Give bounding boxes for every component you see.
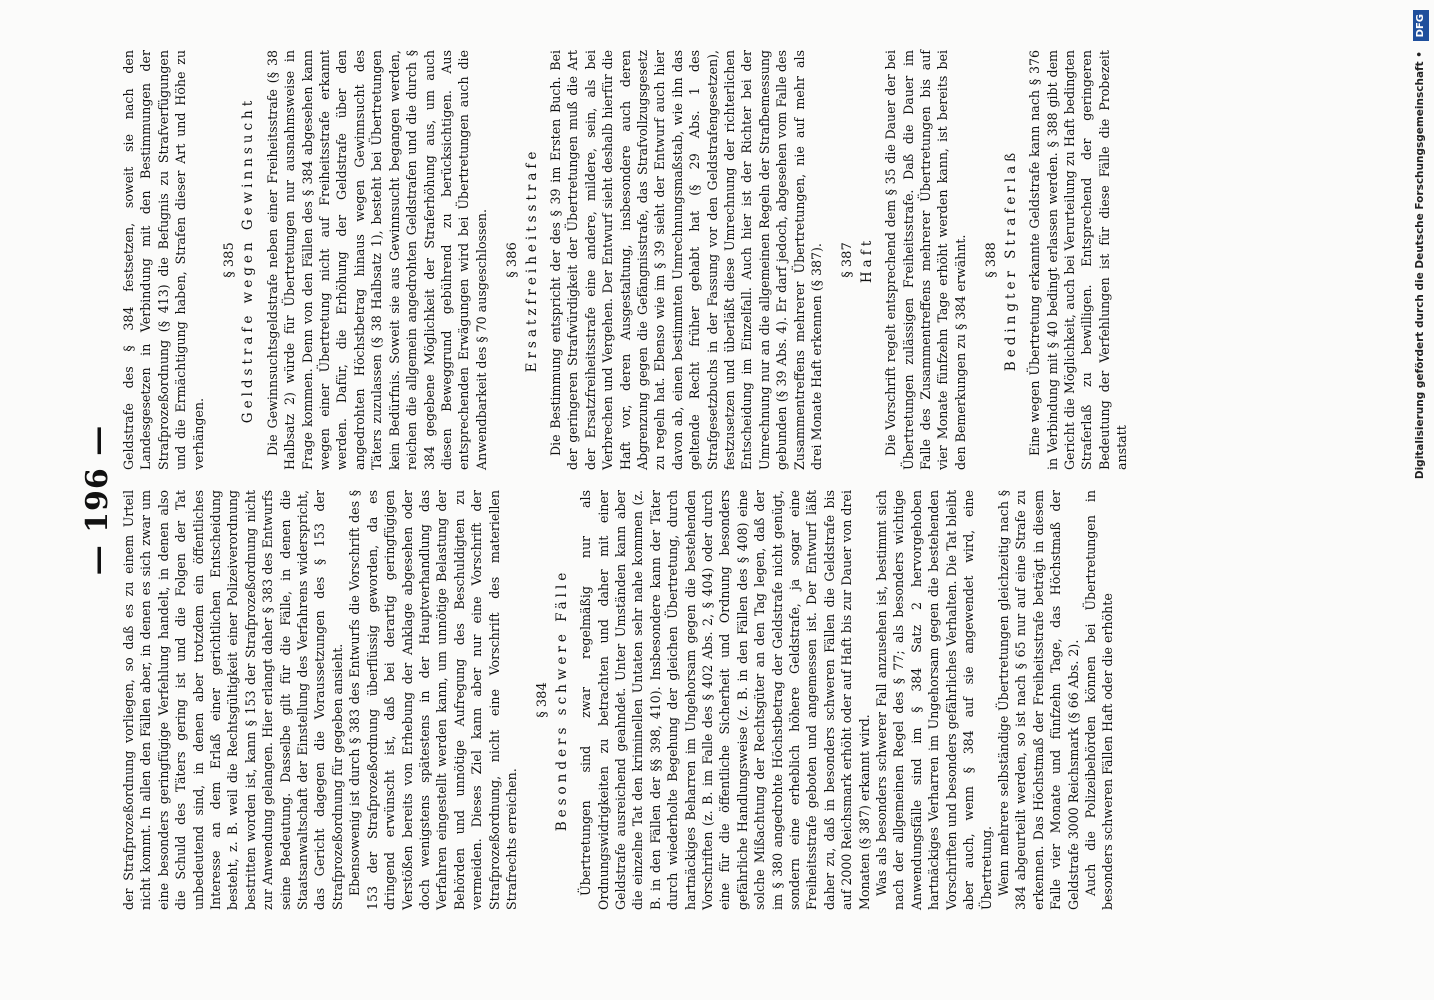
right-column bbox=[120, 50, 1131, 470]
paragraph: Ebensowenig ist durch § 383 des Entwurfs die Vorschrift des § 153 der Strafprozeßordnung überflüssig geworden, da es dringend erwünscht ist, daß bei derartig geringfügigen Verstößen bereits von Erhebung der Anklage abgesehen oder doch wenigstens spätestens in der Hauptverhandlung das Verfahren eingestellt werden kann, um unnötige Belastung der Behörden und unnötige Aufregung des Beschuldigten zu vermeiden. Dieses Ziel kann aber nur eine Vorschrift der Strafprozeßordnung, nicht eine Vorschrift des materiellen Strafrechts erreichen. bbox=[347, 490, 519, 910]
section-number: § 387 bbox=[840, 242, 856, 278]
paragraph: Was als besonders schwerer Fall anzusehen ist, bestimmt sich nach der allgemeinen Regel des § 77; als besonders wichtige Anwendungsfälle sind im § 384 Satz 2 hervorgehoben hartnäckiges Verharren im Ungehorsam gegen die bestehenden Vorschriften und besonders gefährliches Verhalten. Die Tat bleibt aber auch, wenn § 384 auf sie angewendet wird, eine Übertretung. bbox=[874, 490, 994, 910]
paragraph: Geldstrafe des § 384 festsetzen, soweit sie nach den Landesgesetzen in Verbindung mit den Bestimmungen der Strafprozeßordnung (§ 413) die Befugnis zu Strafverfügungen und die Ermächtigung haben, Strafen dieser Art und Höhe zu verhängen. bbox=[121, 50, 206, 470]
paragraph: der Strafprozeßordnung vorliegen, so daß es zu einem Urteil nicht kommt. In allen den Fällen aber, in denen es sich zwar um eine besonders geringfügige Verfehlung handelt, in denen also die Schuld des Täters gering ist und die Folgen der Tat unbedeutend sind, in denen aber trotzdem ein öffentliches Interesse an dem Erlaß einer gerichtlichen Entscheidung besteht, z. B. weil die Rechtsgültigkeit einer Polizeiverordnung bestritten worden ist, kann § 153 der Strafprozeßordnung nicht zur Anwendung gelangen. Hier erlangt daher § 383 des Entwurfs seine Bedeutung. Dasselbe gilt für die Fälle, in denen die Staatsanwaltschaft der Einstellung des Verfahrens widerspricht, das Gericht dagegen die Voraussetzungen des § 153 der Strafprozeßordnung für gegeben ansieht. bbox=[121, 490, 345, 910]
credit-separator: • bbox=[1414, 51, 1426, 58]
paragraph: Die Gewinnsuchtsgeldstrafe neben einer Freiheitsstrafe (§ 38 Halbsatz 2) würde für Übertretungen nur ausnahmsweise in Frage kommen. Denn von den Fällen des § 384 abgesehen kann wegen einer Übertretung nicht auf Freiheitsstrafe erkannt werden. Dafür, die Erhöhung der Geldstrafe über den angedrohten Höchstbetrag hinaus wegen Gewinnsucht des Täters zuzulassen (§ 38 Halbsatz 1), besteht bei Übertretungen kein Bedürfnis. Soweit sie aus Gewinnsucht begangen werden, reichen die allgemein angedrohten Geldstrafen und die durch § 384 gegebene Möglichkeit der Straferhöhung aus, um auch diesen Beweggrund gebührend zu berücksichtigen. Aus entsprechenden Erwägungen wird bei Übertretungen auch die Anwendbarkeit des § 70 ausgeschlossen. bbox=[264, 50, 489, 470]
section-title: Haft bbox=[858, 236, 875, 284]
paragraph: Die Vorschrift regelt entsprechend dem § 35 die Dauer der bei Übertretungen zulässigen Freiheitsstrafe. Daß die Dauer im Falle des Zusammentreffens mehrerer Übertretungen bis auf vier Monate fünfzehn Tage erhöht werden kann, ist bereits bei den Bemerkungen zu § 384 erwähnt. bbox=[883, 50, 968, 470]
paragraph: Eine wegen Übertretung erkannte Geldstrafe kann nach § 376 in Verbindung mit § 40 bedingt erlassen werden. § 388 gibt dem Gericht die Möglichkeit, auch bei Verurteilung zu Haft bedingten Straferlaß zu bewilligen. Entsprechend der geringeren Bedeutung der Verfehlungen ist für diese Fälle die Probezeit anstatt bbox=[1027, 50, 1130, 470]
credit-text: Digitalisierung gefördert durch die Deutsche Forschungsgemeinschaft bbox=[1414, 61, 1426, 480]
section-number: § 388 bbox=[984, 242, 1000, 278]
section-number: § 384 bbox=[535, 682, 551, 718]
digitization-credit bbox=[1410, 10, 1432, 990]
paragraph: Auch die Polizeibehörden können bei Übertretungen in besonders schweren Fällen Haft oder die erhöhte bbox=[1082, 490, 1116, 910]
paragraph: Übertretungen sind zwar regelmäßig nur als Ordnungswidrigkeiten zu betrachten und daher mit einer Geldstrafe ausreichend geahndet. Unter Umständen kann aber die einzelne Tat den kriminellen Untaten sehr nahe kommen (z. B. in den Fällen der §§ 398, 410). Insbesondere kann der Täter durch wiederholte Begehung der gleichen Übertretung, durch hartnäckiges Beharren im Ungehorsam gegen die bestehenden Vorschriften (z. B. im Falle des § 402 Abs. 2, § 404) oder durch eine für die öffentliche Sicherheit und Ordnung besonders gefährliche Handlungsweise (z. B. in den Fällen des § 408) eine solche Mißachtung der Rechtsgüter an den Tag legen, daß der im § 380 angedrohte Höchstbetrag der Geldstrafe nicht genügt, sondern eine erheblich höhere Geldstrafe, ja sogar eine Freiheitsstrafe geboten und angemessen ist. Der Entwurf läßt daher zu, daß in besonders schweren Fällen die Geldstrafe bis auf 2000 Reichsmark erhöht oder auf Haft bis zur Dauer von drei Monaten (§ 387) erkannt wird. bbox=[578, 490, 872, 910]
section-title: Ersatzfreiheitsstrafe bbox=[523, 147, 540, 373]
paragraph: Wenn mehrere selbständige Übertretungen gleichzeitig nach § 384 abgeurteilt werden, so ist nach § 65 nur auf eine Strafe zu erkennen. Das Höchstmaß der Freiheitsstrafe beträgt in diesem Falle vier Monate und fünfzehn Tage, das Höchstmaß der Geldstrafe 3000 Reichsmark (§ 66 Abs. 2). bbox=[995, 490, 1081, 910]
section-title: Bedingter Straferlaß bbox=[1002, 148, 1019, 372]
dfg-logo: DFG bbox=[1413, 10, 1429, 41]
page-number: — 196 — bbox=[80, 424, 115, 576]
left-column bbox=[120, 490, 1117, 910]
section-title: Besonders schwere Fälle bbox=[553, 568, 570, 832]
credit-line bbox=[1410, 10, 1430, 990]
paragraph: Die Bestimmung entspricht der des § 39 im Ersten Buch. Bei der geringeren Strafwürdigkeit der Übertretungen muß die Art der Ersatzfreiheitsstrafe eine andere, mildere, sein, als bei Verbrechen und Vergehen. Der Entwurf sieht deshalb hierfür die Haft vor, deren Ausgestaltung, insbesondere auch deren Abgrenzung gegen die Gefängnisstrafe, das Strafvollzugsgesetz zu regeln hat. Ebenso wie im § 39 sieht der Entwurf auch hier davon ab, einen bestimmten Umrechnungsmaßstab, wie ihn das geltende Recht früher gehabt hat (§ 29 Abs. 1 des Strafgesetzbuchs in der Fassung vor den Geldstrafengesetzen), festzusetzen und überläßt diese Umrechnung der richterlichen Entscheidung im Einzelfall. Auch hier ist der Richter bei der Umrechnung nur an die allgemeinen Regeln der Strafbemessung gebunden (§ 39 Abs. 4). Er darf jedoch, abgesehen vom Falle des Zusammentreffens mehrerer Übertretungen, nie auf mehr als drei Monate Haft erkennen (§ 387). bbox=[547, 50, 825, 470]
section-title: Geldstrafe wegen Gewinnsucht bbox=[240, 96, 257, 424]
section-number: § 385 bbox=[222, 242, 238, 278]
section-number: § 386 bbox=[505, 242, 521, 278]
